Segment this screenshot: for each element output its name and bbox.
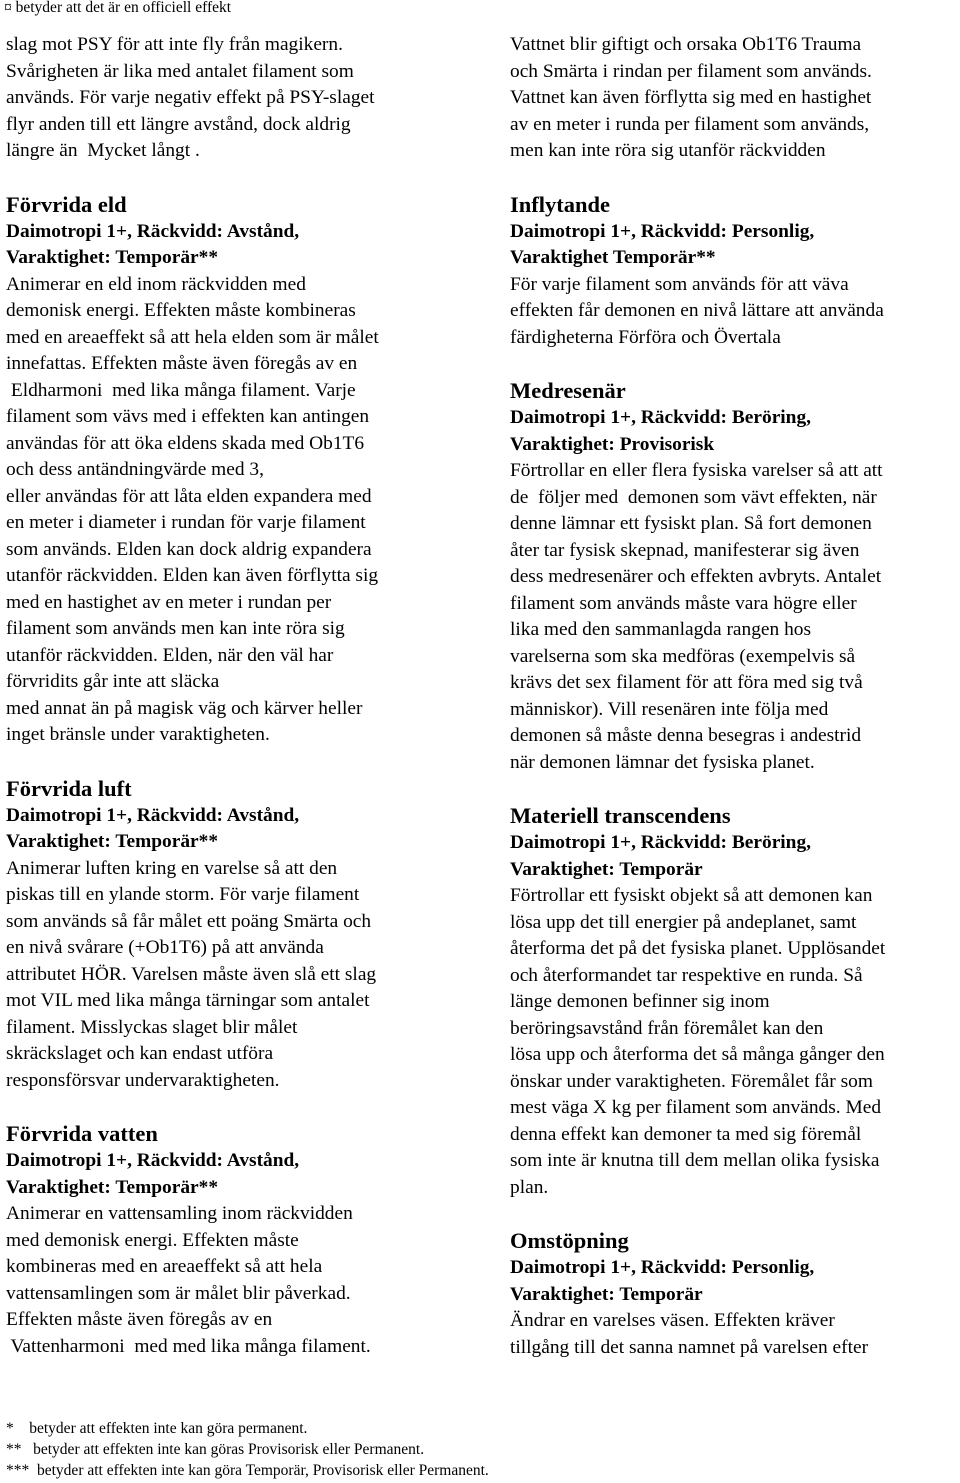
body-line: används. För varje negativ effekt på PSY-slaget bbox=[6, 87, 375, 108]
body-line: återforma det på det fysiska planet. Upplösandet bbox=[510, 938, 886, 959]
body-line: mot VIL med lika många tärningar som antalet bbox=[6, 990, 370, 1011]
body-line: För varje filament som används för att väva bbox=[510, 273, 849, 295]
body-line: länge demonen befinner sig inom bbox=[510, 991, 770, 1012]
body-line: skräckslaget och kan endast utföra bbox=[6, 1043, 274, 1064]
body-line: med en hastighet av en meter i rundan per bbox=[6, 591, 332, 613]
body-line: flyr anden till ett längre avstånd, dock aldrig bbox=[6, 113, 351, 135]
section-stats: Varaktighet: Temporär** bbox=[6, 247, 219, 268]
body-line: demonen så måste denna besegras i andestrid bbox=[510, 725, 862, 746]
body-line: Vattnet kan även förflytta sig med en hastighet bbox=[510, 87, 872, 108]
body-line: åter tar fysisk skepnad, manifesterar sig även bbox=[510, 539, 860, 561]
body-line: användas för att öka eldens skada med Ob1T6 bbox=[6, 432, 365, 454]
left-column bbox=[6, 32, 466, 1360]
body-line: Förtrollar en eller flera fysiska varelser så att att bbox=[510, 460, 883, 481]
section-stats: Varaktighet: Provisorisk bbox=[510, 433, 715, 455]
body-line: när demonen lämnar det fysiska planet. bbox=[510, 751, 815, 773]
body-line: vattensamlingen som är målet blir påverkad. bbox=[6, 1282, 351, 1304]
body-line: och dess antändningvärde med 3, bbox=[6, 459, 264, 480]
body-line: lösa upp det till energier på andeplanet, samt bbox=[510, 911, 857, 933]
section-medresenar bbox=[510, 377, 960, 776]
body-line: Förtrollar ett fysiskt objekt så att demonen kan bbox=[510, 885, 873, 906]
body-line: utanför räckvidden. Elden kan även förflytta sig bbox=[6, 565, 379, 586]
body-line: förvridits går inte att släcka bbox=[6, 671, 220, 692]
body-line: inget bränsle under varaktigheten. bbox=[6, 724, 270, 745]
body-line: tillgång till det sanna namnet på varelsen efter bbox=[510, 1336, 869, 1358]
body-line: filament som används men kan inte röra sig bbox=[6, 618, 345, 639]
body-line: längre än Mycket långt . bbox=[6, 140, 200, 161]
body-line: filament som används måste vara högre eller bbox=[510, 592, 857, 614]
section-stats: Varaktighet: Temporär** bbox=[6, 1176, 219, 1198]
body-line: piskas till en ylande storm. För varje filament bbox=[6, 884, 360, 905]
body-line: Ändrar en varelses väsen. Effekten kräver bbox=[510, 1310, 835, 1331]
body-line: som inte är knutna till dem mellan olika fysiska bbox=[510, 1150, 880, 1171]
body-line: innefattas. Effekten måste även föregås av en bbox=[6, 353, 358, 374]
section-stats: Varaktighet: Temporär bbox=[510, 858, 703, 880]
body-line: responsförsvar undervaraktigheten. bbox=[6, 1069, 280, 1091]
body-line: Eldharmoni med lika många filament. Varje bbox=[6, 379, 356, 401]
body-line: människor). Vill resenären inte följa med bbox=[510, 698, 829, 720]
section-stats: Daimotropi 1+, Räckvidd: Beröring, bbox=[510, 832, 812, 853]
body-line: Svårigheten är lika med antalet filament som bbox=[6, 60, 354, 82]
section-forvrida-vatten bbox=[6, 1120, 466, 1360]
body-line: lösa upp och återforma det så många gånger den bbox=[510, 1044, 885, 1065]
body-line: Vattnet blir giftigt och orsaka Ob1T6 Trauma bbox=[510, 34, 862, 55]
body-line: krävs det sex filament för att föra med sig två bbox=[510, 672, 863, 693]
section-stats: Daimotropi 1+, Räckvidd: Avstånd, bbox=[6, 1150, 300, 1171]
section-inflytande bbox=[510, 191, 960, 352]
body-line: utanför räckvidden. Elden, när den väl har bbox=[6, 644, 334, 666]
footnote: *** betyder att effekten inte kan göra Temporär, Provisorisk eller Permanent. bbox=[6, 1462, 489, 1479]
body-line: och Smärta i rindan per filament som används. bbox=[510, 60, 872, 82]
section-title: Förvrida vatten bbox=[6, 1121, 158, 1146]
left-intro bbox=[6, 32, 466, 165]
footnotes bbox=[6, 1418, 489, 1481]
body-line: Animerar luften kring en varelse så att den bbox=[6, 857, 338, 879]
body-line: beröringsavstånd från föremålet kan den bbox=[510, 1017, 824, 1039]
body-line: varelserna som ska medföras (exempelvis så bbox=[510, 645, 856, 667]
body-line: med en areaeffekt så att hela elden som är målet bbox=[6, 326, 379, 348]
section-materiell-transcendens bbox=[510, 802, 960, 1201]
section-stats: Daimotropi 1+, Räckvidd: Beröring, bbox=[510, 407, 812, 428]
section-forvrida-eld bbox=[6, 191, 466, 749]
body-line: men kan inte röra sig utanför räckvidden bbox=[510, 140, 826, 161]
body-line: lika med den sammanlagda rangen hos bbox=[510, 619, 811, 640]
section-title: Medresenär bbox=[510, 378, 626, 403]
body-line: och återformandet tar respektive en runda. Så bbox=[510, 964, 863, 986]
body-line: eller användas för att låta elden expandera med bbox=[6, 485, 372, 507]
section-omstopning bbox=[510, 1227, 960, 1361]
body-line: filament. Misslyckas slaget blir målet bbox=[6, 1016, 298, 1038]
body-line: färdigheterna Förföra och Övertala bbox=[510, 326, 781, 348]
footnote: ** betyder att effekten inte kan göras Provisorisk eller Permanent. bbox=[6, 1441, 425, 1458]
right-intro bbox=[510, 32, 960, 165]
body-line: mest väga X kg per filament som används. Med bbox=[510, 1097, 882, 1118]
section-title: Inflytande bbox=[510, 191, 611, 217]
section-title: Förvrida luft bbox=[6, 775, 132, 801]
body-line: filament som vävs med i effekten kan antingen bbox=[6, 406, 370, 427]
body-line: plan. bbox=[510, 1176, 549, 1198]
footnote: * betyder att effekten inte kan göra permanent. bbox=[6, 1420, 308, 1437]
section-stats: Varaktighet Temporär** bbox=[510, 247, 716, 268]
section-stats: Daimotropi 1+, Räckvidd: Avstånd, bbox=[6, 220, 300, 242]
section-stats: Varaktighet: Temporär bbox=[510, 1283, 703, 1305]
body-line: av en meter i runda per filament som används, bbox=[510, 113, 870, 135]
body-line: som används. Elden kan dock aldrig expandera bbox=[6, 538, 372, 560]
body-line: de följer med demonen som vävt effekten, när bbox=[510, 486, 877, 508]
body-line: en nivå svårare (+Ob1T6) på att använda bbox=[6, 937, 324, 958]
section-title: Materiell transcendens bbox=[510, 803, 731, 828]
body-line: en meter i diameter i rundan för varje filament bbox=[6, 512, 366, 533]
body-line: Animerar en eld inom räckvidden med bbox=[6, 273, 306, 295]
body-line: Vattenharmoni med med lika många filament. bbox=[6, 1335, 371, 1357]
section-forvrida-luft bbox=[6, 775, 466, 1095]
right-column bbox=[510, 32, 960, 1361]
body-line: effekten får demonen en nivå lättare att använda bbox=[510, 300, 884, 321]
section-stats: Daimotropi 1+, Räckvidd: Personlig, bbox=[510, 1257, 815, 1278]
section-stats: Daimotropi 1+, Räckvidd: Personlig, bbox=[510, 220, 815, 242]
section-stats: Daimotropi 1+, Räckvidd: Avstånd, bbox=[6, 804, 300, 826]
body-line: som används så får målet ett poäng Smärta och bbox=[6, 910, 372, 932]
section-title: Förvrida eld bbox=[6, 191, 127, 217]
body-line: med annat än på magisk väg och kärver heller bbox=[6, 697, 363, 719]
body-line: slag mot PSY för att inte fly från magikern. bbox=[6, 34, 343, 55]
official-effect-note: ¤ betyder att det är en officiell effekt bbox=[4, 0, 232, 16]
section-title: Omstöpning bbox=[510, 1228, 629, 1253]
body-line: demonisk energi. Effekten måste kombineras bbox=[6, 300, 356, 321]
body-line: önskar under varaktigheten. Föremålet får som bbox=[510, 1070, 873, 1092]
section-stats: Varaktighet: Temporär** bbox=[6, 831, 219, 852]
body-line: dess medresenärer och effekten avbryts. Antalet bbox=[510, 566, 882, 587]
body-line: attributet HÖR. Varelsen måste även slå ett slag bbox=[6, 963, 377, 985]
body-line: med demonisk energi. Effekten måste bbox=[6, 1229, 299, 1251]
body-line: denne lämnar ett fysiskt plan. Så fort demonen bbox=[510, 513, 872, 534]
body-line: Animerar en vattensamling inom räckvidden bbox=[6, 1203, 353, 1224]
body-line: denna effekt kan demoner ta med sig föremål bbox=[510, 1123, 862, 1145]
body-line: kombineras med en areaeffekt så att hela bbox=[6, 1256, 323, 1277]
body-line: Effekten måste även föregås av en bbox=[6, 1309, 273, 1330]
